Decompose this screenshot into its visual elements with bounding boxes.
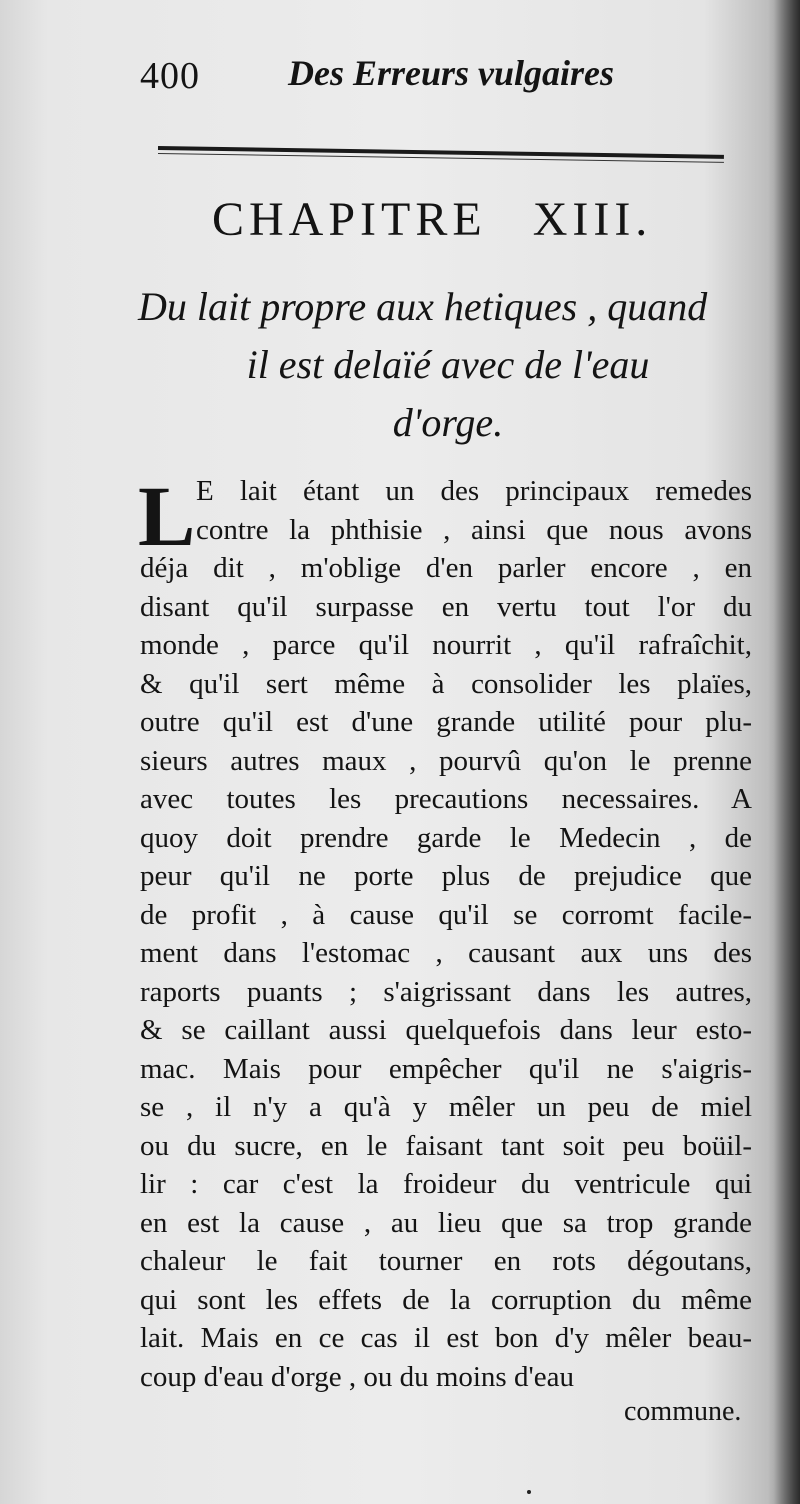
text-line: raports puants ; s'aigrissant dans les autres, <box>140 975 752 1008</box>
text-line: avec toutes les precautions necessaires. A <box>140 783 752 815</box>
text-line: coup d'eau d'orge , ou du moins d'eau <box>140 1360 574 1393</box>
chapter-title <box>138 278 758 452</box>
page-number: 400 <box>140 55 200 97</box>
text-line: en est la cause , au lieu que sa trop grande <box>140 1206 752 1239</box>
text-line: E lait étant un des principaux remedes <box>196 475 752 507</box>
catchword: commune. <box>624 1396 742 1427</box>
text-line: sieurs autres maux , pourvû qu'on le prenne <box>140 744 752 777</box>
text-line: ou du sucre, en le faisant tant soit peu boüil- <box>140 1129 752 1162</box>
text-line: outre qu'il est d'une grande utilité pour plu- <box>140 706 752 738</box>
running-head: Des Erreurs vulgaires <box>288 53 615 93</box>
text-line: lir : car c'est la froideur du ventricule qui <box>140 1168 752 1200</box>
text-line: qui sont les effets de la corruption du même <box>140 1283 752 1316</box>
chapter-heading <box>212 192 732 247</box>
ink-speck <box>527 1490 531 1494</box>
text-line: chaleur le fait tourner en rots dégoutans, <box>140 1245 752 1277</box>
title-line: d'orge. <box>392 400 504 445</box>
text-line: lait. Mais en ce cas il est bon d'y mêler beau- <box>140 1322 752 1354</box>
text-line: & se caillant aussi quelquefois dans leur esto- <box>140 1014 752 1046</box>
text-line: monde , parce qu'il nourrit , qu'il rafraîchit, <box>140 629 752 661</box>
text-line: mac. Mais pour empêcher qu'il ne s'aigris- <box>140 1052 752 1085</box>
text-line: déja dit , m'oblige d'en parler encore , en <box>140 552 752 584</box>
body-text <box>138 468 752 1396</box>
chapter-number: XIII. <box>532 193 653 246</box>
text-line: quoy doit prendre garde le Medecin , de <box>140 821 752 854</box>
text-line: peur qu'il ne porte plus de prejudice que <box>140 860 752 892</box>
chapter-label: CHAPITRE <box>212 193 487 246</box>
text-line: se , il n'y a qu'à y mêler un peu de miel <box>140 1091 752 1123</box>
title-line: Du lait propre aux hetiques , quand <box>138 284 708 329</box>
drop-cap: L <box>138 468 196 564</box>
text-line: de profit , à cause qu'il se corromt facile- <box>140 898 752 931</box>
text-line: & qu'il sert même à consolider les plaïes, <box>140 667 752 700</box>
page-gutter-shadow <box>774 0 800 1504</box>
text-line: disant qu'il surpasse en vertu tout l'or du <box>140 590 752 623</box>
text-line: contre la phthisie , ainsi que nous avons <box>196 513 752 546</box>
title-line: il est delaïé avec de l'eau <box>246 342 650 387</box>
text-line: ment dans l'estomac , causant aux uns des <box>140 937 752 969</box>
